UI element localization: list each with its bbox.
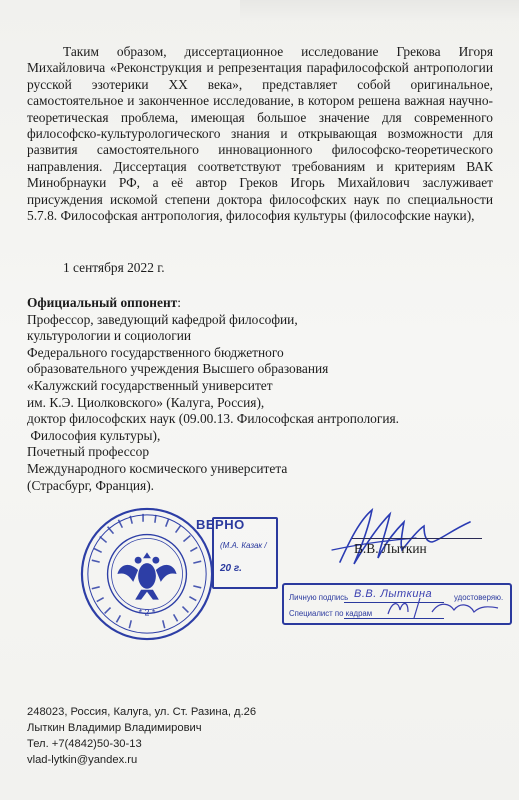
verno-stamp-name: (М.А. Казак / [220, 541, 267, 550]
contact-name: Лыткин Владимир Владимирович [27, 722, 202, 734]
opponent-line: доктор философских наук (09.00.13. Философская антропология. [27, 411, 399, 427]
opponent-line: Профессор, заведующий кафедрой философии, [27, 311, 298, 327]
conclusion-paragraph: Таким образом, диссертационное исследование Грекова Игоря Михайловича «Реконструкция и репрезентация парафилософской антропологии русской эзотерики XX века», представляет собой оригинальное, самостоятельное и законченное исследование, в котором решена важная научно-теоретическая проблема, имеющая большое значение для современного философско-культурологического знания и открывающая возможности для развития самостоятельного инновационного философско-теоретического направления. Диссертация соответствуют требованиям и критериям ВАК Минобрнауки РФ, а её автор Греков Игорь Михайлович заслуживает присуждения искомой степени доктора философских наук по специальности 5.7.8. Философская антропология, философия культуры (философские науки), [27, 44, 493, 224]
address-line: 248023, Россия, Калуга, ул. Ст. Разина, д.26 [27, 706, 257, 718]
opponent-line: Почетный профессор [27, 444, 150, 460]
opponent-line: (Страсбург, Франция). [27, 477, 155, 493]
opponent-line: Философия культуры), [27, 427, 161, 443]
verno-stamp-title: ВЕРНО [196, 517, 245, 532]
cert-row-2: Специалист по кадрам [289, 609, 373, 618]
author-contact-block [27, 704, 256, 768]
handwritten-signature-icon [320, 500, 490, 580]
verno-stamp [196, 517, 278, 589]
opponent-line: культурологии и социологии [27, 328, 192, 344]
opponent-line: Международного космического университета [27, 460, 288, 476]
hr-signature-icon [380, 594, 510, 620]
svg-text:* 2 *: * 2 * [138, 607, 156, 618]
signatory-name: В.В. Лыткин [354, 541, 427, 556]
opponent-line: им. К.Э. Циолковского» (Калуга, Россия), [27, 394, 265, 410]
cert-handwritten-name: В.В. Лыткина [354, 588, 433, 600]
cert-row-1-end: удостоверяю. [454, 593, 504, 602]
page-top-edge [240, 0, 519, 22]
official-opponent-block [27, 295, 497, 494]
document-date: 1 сентября 2022 г. [63, 260, 165, 275]
contact-phone: Тел. +7(4842)50-30-13 [27, 738, 142, 750]
cert-row-1: Личную подпись [289, 593, 349, 602]
opponent-heading: Официальный оппонент: [27, 295, 181, 310]
verno-stamp-year: 20 г. [220, 563, 242, 574]
opponent-line: «Калужский государственный университет [27, 377, 273, 393]
contact-email: vlad-lytkin@yandex.ru [27, 754, 138, 766]
opponent-line: образовательного учреждения Высшего образования [27, 361, 329, 377]
opponent-line: Федерального государственного бюджетного [27, 344, 284, 360]
signature-line [352, 538, 482, 539]
